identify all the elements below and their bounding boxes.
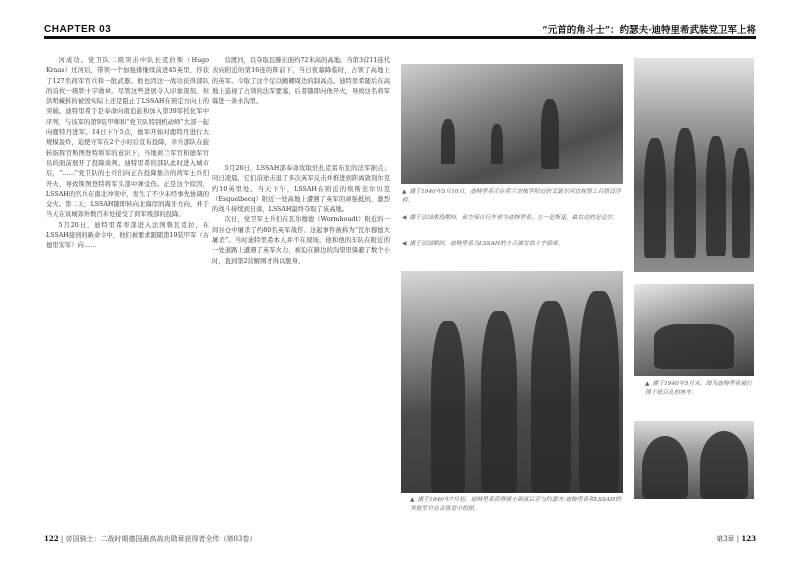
caption-car	[645, 380, 755, 398]
footer-separator: |	[60, 535, 66, 543]
footer-left	[44, 534, 256, 544]
text-column-left	[46, 56, 209, 252]
caption-marker-icon: ▲	[645, 381, 650, 387]
photo-soldiers-portrait	[401, 271, 623, 493]
page-number-right: 123	[741, 534, 756, 543]
paragraph: 河成功。党卫队二级突击中队长克拉斯（Hugo Kraas）过河后，带领一个加强排继续前进45英里，俘获了127名荷军官兵和一批武器。他也因这一战功获得部队的首枚一级铁十字勋章。尽管这些进展令人印象深刻，但洪明藏拆的被毁实际上还是阻止了LSSAH在预定方向上的突破。迪特里希于是奉命向南追赶和加入第39军托化军中序列，与该军的第9装甲师和“党卫队特别机动师”大部一起向鹿特丹进军。14日下午5点，德军开始对鹿特丹进行大规模轰炸，迫使守军在2个小时后宣布投降，幸兵部队在旋转指挥官斯图登特将军的意识下，当地荷兰军官和德军官员的面前展开了投降谈判。迪特里希的部队此时进入城市后，“……”党卫队的士兵们向正在投降集合的荷军士兵们开火，导致斯图登特将军头部中弹受伤。正是这个原因，LSSAH的官兵在南北冲突中，发生了不少未经事先协调的交火。第二天，LSSAH随即转向北海岸的海牙方向，并于当天在该城郊外数百米处接受了荷军残部的投降。	[46, 57, 209, 219]
photo-damaged-car	[634, 284, 754, 376]
caption-bicycle	[402, 214, 626, 223]
caption-text: 摄于1940年7月初，迪特里希获得骑士勋章后正与约瑟夫·迪特里希和LSSAH的其他军官在会客室中拍照。	[410, 497, 621, 512]
footer-right	[716, 534, 756, 544]
book-title: 帝国骑士：二战时期德国最高战功勋章获得者全传（第03卷）	[65, 535, 257, 543]
paragraph: 次日，党卫军士兵们在瓦尔穆德（Wormhoudt）附近的一间谷仓中屠杀了约80名英军战俘。这起事件被称为“瓦尔穆德大屠杀”。当时迪特里希本人并不在现场，他和他的车队在附近的一处道路上遭遇了英军火力，被迫在路边的沟渠里躲避了数个小时，直到第2营解围才得以脱身。	[212, 216, 390, 265]
caption-group-portrait	[410, 496, 626, 514]
caption-marker-icon: ▲	[410, 497, 415, 503]
running-title: “元首的角斗士”：约瑟夫·迪特里希武装党卫军上将	[542, 25, 756, 36]
caption-medal	[402, 240, 626, 249]
caption-marker-icon: ◀	[402, 215, 407, 221]
paragraph: 营渡河，以夺取瓦滕东面约72米高的高地。当第3营11连代表向附近的第16连的阵前下，当日夜幕降临时，占领了高地上的英军。令取了这个足以鲍卿周边的制高点。迪特里希随后在高地上巡视了占领的法军要塞，后者随即向他开火，导致这名将军躲进一条水沟里。	[212, 57, 390, 106]
text-column-middle-top	[212, 56, 390, 107]
chapter-label: CHAPTER 03	[44, 24, 112, 35]
paragraph: 5月20日，迪特里希率部进入法国鲁瓦克拉，在LSSAH接到的新命令中，他们被要求跟随第19装甲军（古德里安军）向……	[46, 221, 209, 250]
caption-text: 摄于法国期间，迪特里希为LSSAH的士兵颁发铁十字勋章。	[409, 241, 564, 247]
photo-officers-group	[634, 58, 754, 272]
caption-text: 摄于法国战役期间，前方骑自行车者为迪特里希，左一是斯基，最右边的是迈尔。	[409, 215, 619, 221]
text-column-middle	[212, 164, 390, 267]
caption-bridge	[402, 188, 626, 206]
caption-marker-icon: ◀	[402, 241, 407, 247]
caption-marker-icon: ▲	[402, 189, 407, 195]
photo-knights-cross-portraits	[634, 421, 754, 499]
chapter-number: 第3章	[716, 535, 735, 543]
photo-bridge-inspection	[401, 64, 623, 184]
header-rule	[44, 36, 756, 39]
caption-text: 摄于1940年5月10日，迪特里希正在荷兰奈梅亨附近的艾瑟尔河边视察工兵搭设浮桥。	[402, 189, 621, 204]
paragraph: 5月26日，LSSAH部奉命攻取驻扎克雷布瓦的法军据点；同日凌晨，它们沿途击退了多次英军反击并推进到距离敦刻尔克约10英里处。当天下午，LSSAH在附近的埃斯奎尔贝克（Esquelbecq）附近一处高地上遭遇了英军的顽强抵抗，激烈的战斗持续到日落，LSSAH最终夺取了该高地。	[212, 165, 390, 214]
footer-separator: |	[736, 535, 742, 543]
caption-text: 摄于1940年5月末，图为迪特里希被打得千疮百孔的座车。	[645, 381, 753, 396]
page-number-left: 122	[44, 534, 59, 543]
